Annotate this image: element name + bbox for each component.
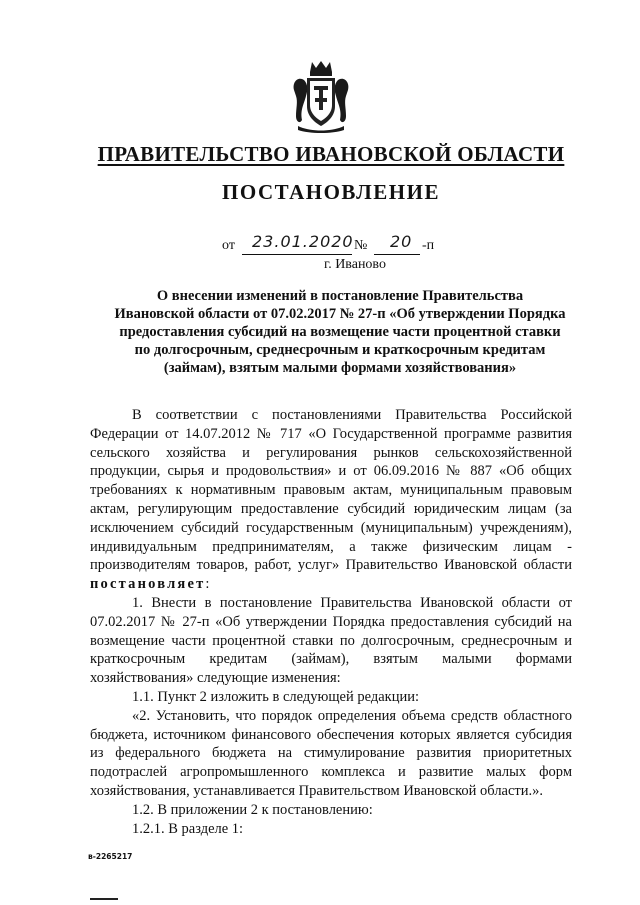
item-1: 1. Внести в постановление Правительства Ивановской области от 07.02.2017 № 27-п «Об утверждении Порядка предоставления субсидий на возмещение части процентной ставки по долгосрочным, среднесрочным и краткосрочным кредитам (займам), взятым малыми формами хозяйствования» следующие изменения:	[90, 594, 572, 687]
date-prefix: от	[222, 238, 235, 253]
document-code: в-2265217	[88, 852, 133, 861]
subject-line: предоставления субсидий на возмещение части процентной ставки	[119, 324, 561, 340]
coat-of-arms-icon	[290, 60, 352, 134]
preamble-paragraph	[90, 406, 572, 594]
date-underline	[242, 254, 352, 255]
document-body	[90, 406, 572, 838]
preamble-text: В соответствии с постановлениями Правительства Российской Федерации от 14.07.2012 № 717 «О Государственной программе развития сельского хозяйства и регулирования рынков сельскохозяйственной продукции, сырья и продовольствия» и от 06.09.2016 № 887 «Об общих требованиях к нормативным правовым актам, муниципальным правовым актам, регулирующим предоставление субсидий юридическим лицам (за исключением субсидий государственным (муниципальным) учреждениям), индивидуальным предпринимателям, а также физическим лицам - производителям товаров, работ, услуг» Правительство Ивановской области	[90, 407, 572, 574]
handwritten-date: 23.01.2020	[252, 232, 354, 251]
subject-line: Ивановской области от 07.02.2017 № 27-п «Об утверждении Порядка	[114, 306, 566, 322]
number-suffix: -п	[422, 238, 435, 253]
quoted-clause: «2. Установить, что порядок определения объема средств областного бюджета, источником финансового обеспечения которых является субсидия из федерального бюджета на стимулирование развития приоритетных подотраслей агропромышленного комплекса и развитие малых форм хозяйствования, устанавливается Правительством Ивановской области.».	[90, 707, 572, 799]
document-type-title: ПОСТАНОВЛЕНИЕ	[222, 180, 440, 204]
organization-title: ПРАВИТЕЛЬСТВО ИВАНОВСКОЙ ОБЛАСТИ	[97, 142, 565, 166]
scan-edge-mark	[90, 898, 118, 900]
decree-word: постановляет	[90, 576, 206, 593]
number-sign: №	[354, 238, 368, 253]
number-underline	[374, 254, 420, 255]
subject-line: (займам), взятым малыми формами хозяйствования»	[163, 360, 517, 376]
document-subject	[100, 287, 580, 377]
handwritten-number: 20	[390, 232, 413, 251]
item-1-2: 1.2. В приложении 2 к постановлению:	[132, 801, 373, 818]
item-1-2-1: 1.2.1. В разделе 1:	[132, 820, 244, 837]
decree-punct: :	[205, 576, 210, 593]
date-number-line	[200, 234, 500, 258]
subject-line: по долгосрочным, среднесрочным и краткосрочным кредитам	[134, 342, 546, 358]
subject-line: О внесении изменений в постановление Правительства	[156, 288, 524, 304]
item-1-1: 1.1. Пункт 2 изложить в следующей редакции:	[132, 688, 420, 705]
city: г. Иваново	[324, 257, 386, 272]
